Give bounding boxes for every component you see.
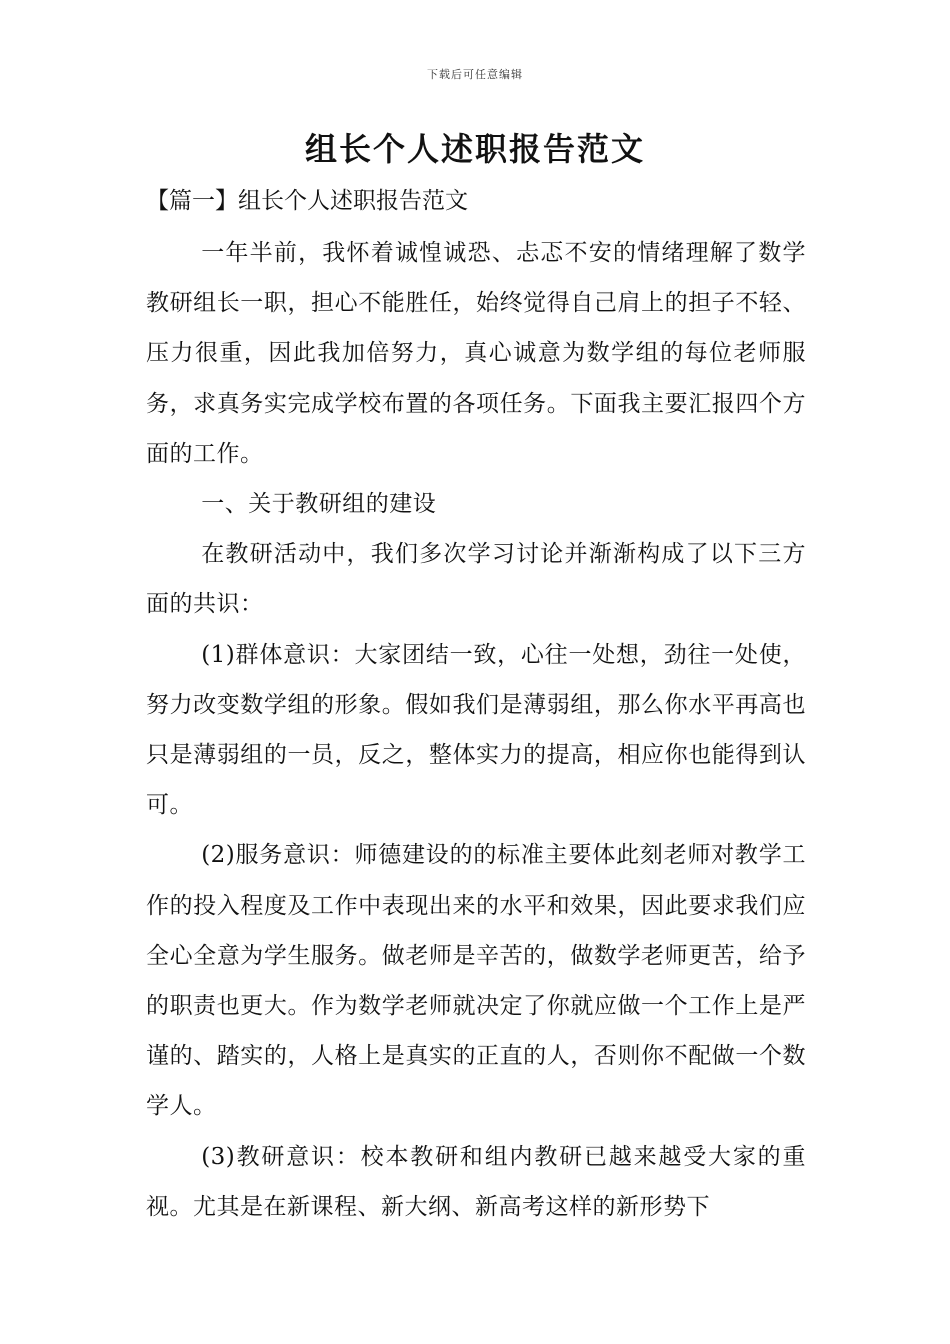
document-title: 组长个人述职报告范文 (304, 130, 645, 168)
paragraph: (1)群体意识：大家团结一致，心往一处想，劲往一处使，努力改变数学组的形象。假如我们是薄弱组，那么你水平再高也只是薄弱组的一员，反之，整体实力的提高，相应你也能得到认可。 (146, 641, 806, 819)
header-note: 下载后可任意编辑 (427, 68, 523, 81)
paragraph: (3)教研意识：校本教研和组内教研已越来越受大家的重视。尤其是在新课程、新大纲、新高考这样的新形势下 (146, 1143, 806, 1220)
document-body (146, 228, 806, 1232)
section-heading: 【篇一】组长个人述职报告范文 (146, 188, 468, 214)
paragraph: (2)服务意识：师德建设的的标准主要体此刻老师对教学工作的投入程度及工作中表现出来的水平和效果，因此要求我们应全心全意为学生服务。做老师是辛苦的，做数学老师更苦，给予的职责也更大。作为数学老师就决定了你就应做一个工作上是严谨的、踏实的，人格上是真实的正直的人，否则你不配做一个数学人。 (146, 842, 806, 1120)
paragraph-subheading: 一、关于教研组的建设 (201, 491, 437, 518)
paragraph: 在教研活动中，我们多次学习讨论并渐渐构成了以下三方面的共识： (146, 541, 806, 618)
paragraph: 一年半前，我怀着诚惶诚恐、忐忑不安的情绪理解了数学教研组长一职，担心不能胜任，始终觉得自己肩上的担子不轻、压力很重，因此我加倍努力，真心诚意为数学组的每位老师服务，求真务实完成学校布置的各项任务。下面我主要汇报四个方面的工作。 (146, 240, 806, 467)
